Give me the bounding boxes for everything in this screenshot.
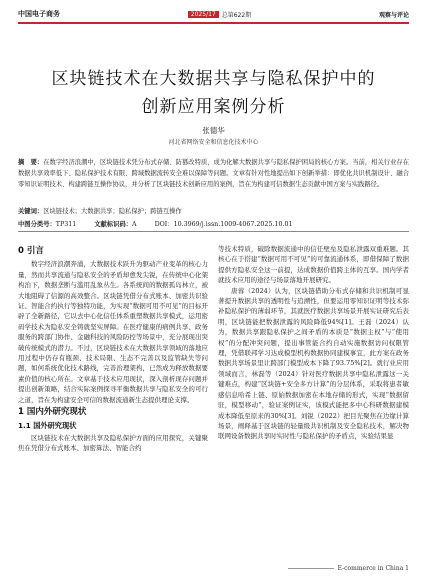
abstract (18, 157, 409, 190)
right-paragraph-2: 唐蓉（2024）认为，区块链借助分布式存储和共识机制可显著提升数据共享的透明性与追溯性，但要运用零知识证明等技术弥补隐私保护的薄弱环节，其就医疗数据共享场景开展实证研究后表明，区块链能把数据泄露的风险降低94%[1]。王磊（2024）认为，数据共享跟隐私保护之间矛盾的本质是“数据主权”与“使用权”的分配冲突问题，提出事管能合约自动实施数据访问权限管理，凭借联邦学习达成模型机构数据协同建模事宜，此方案在政务数据共享场景里让跨部门模型成本下降了93.75%[2]。就行业应用领域而言，林磊等（2024）针对医疗数据共享中隐私泄露这一关键难点，构建“区块链+安全多方计算”的分层体系，采取将患者敏感信息哈希上链、原始数据加密在本地存储的形式，实现“数据留驻，模型移动”，验证案例证实，该模式能把多中心科研数据建模成本降低至原来的30%[3]。刘锐（2022）把目光聚焦在边缘计算场景，阐释基于区块链的轻量级共识机制及安全隐私技术，解决物联网设备数据共享时实时性与隐私保护的矛盾点，实验结果显 (218, 286, 409, 441)
keywords (18, 207, 409, 217)
footer-rule (288, 568, 334, 569)
right-paragraph-1: 等技术特质，破除数据流通中的信任壁垒及隐私泄露双重难题。其核心在于搭建“数据可用不可见”的可靠流通体系，即借保障了数据提供方隐私安全这一前提，达成数据价值跨主体的互享。国内学者就技术应用的途径与场景落地开展研究。 (218, 245, 409, 285)
section1-heading: 1 国内外研究现状 (18, 407, 87, 418)
intro-heading: 0 引言 (18, 246, 44, 256)
page-footer (288, 565, 409, 572)
issue-info (188, 10, 251, 19)
journal-logo: 中国电子商务 (18, 10, 60, 18)
article-meta (18, 219, 409, 232)
section11-paragraph: 区块链技术在大数据共享及隐私保护方面的应用探究，关键聚焦在凭借分布式账本、加密算法、智能合约 (18, 433, 208, 453)
abstract-label: 摘 要： (18, 159, 44, 166)
issue-number: 总第622期 (221, 11, 252, 19)
right-column (218, 244, 409, 442)
issue-year: 2025/17 (188, 11, 219, 18)
keywords-label: 关键词： (18, 208, 44, 215)
paper-title-line1: 区块链技术在大数据共享与隐私保护中的 (51, 69, 376, 89)
author-name: 张德华 (202, 126, 225, 135)
page-header (18, 8, 409, 24)
doc-code: 文献标识码：A (94, 221, 137, 228)
author-affiliation: 河北省网络安全和信息化技术中心 (168, 139, 259, 146)
paper-title-line2: 创新应用案例分析 (141, 97, 286, 117)
clc-number: 中图分类号：TP311 (18, 221, 77, 228)
intro-paragraph: 数字经济浪潮奔涌，大数据技术跃升为驱动产业变革的核心力量，然而共享流通与隐私安全的矛盾却愈发尖锐，在传统中心化架构治下，数据垄断与滥用乱象丛生。各系统间的数据孤岛林立，被大地阻碍了信源的高效整合。区块链凭借分布式账本、加密共识验证、智能合约执行等独特功能，为实现“数据可用不可见”的目标开辟了全新路径，它以去中心化信任体系重塑数据共享模式，运用密码学技术为隐私安全铸就坚实屏障。在医疗健康的病例共享、政务服务的跨部门协作、金融科技的风险防控等场景中，充分展现出突破传统模式的潜力。不过，区块链技术在大数据共享领域的落地应用过程中仍存有瓶颈、技术局限、生态不完善以及监管缺失等问题，如何系统优化技术路线，完善治理架构，已然成为释放数据要素价值的核心所在。文章基于技术应用现状，深入剖析现存问题并提出创新策略，结合实际案例探寻平衡数据共享与隐私安全的可行之道，旨在为构建安全可信的数据流通新生态提供理论支撑。 (18, 260, 208, 404)
abstract-text: 在数字经济浪潮中，区块链技术凭分布式存储、防篡改特质，成为化解大数据共享与隐私保护困局的核心方案。当前，相关行业存在数据共享效率低下、隐私保护技术有限、跨域数据流转安全难以保障等问题。文章有针对性地提出如下创新举措：即优化共识机制设计、融合零知识证明技术、构建跨链互操作协议，并分析了区块链技术创新应用的案例，旨在为构建可信数据生态贡献中国方案与实践路径。 (18, 159, 410, 188)
doi: DOI：10.3969/j.issn.1009-4067.2025.10.01 (154, 221, 293, 228)
section-tag: 观察与评论 (378, 11, 409, 19)
keywords-text: 区块链技术；大数据共享；隐私保护；跨链互操作 (43, 208, 182, 215)
left-column (18, 244, 208, 454)
section11-heading: 1.1 国外研究现状 (18, 420, 77, 430)
footer-text: E-commerce in China 1 (337, 565, 409, 572)
